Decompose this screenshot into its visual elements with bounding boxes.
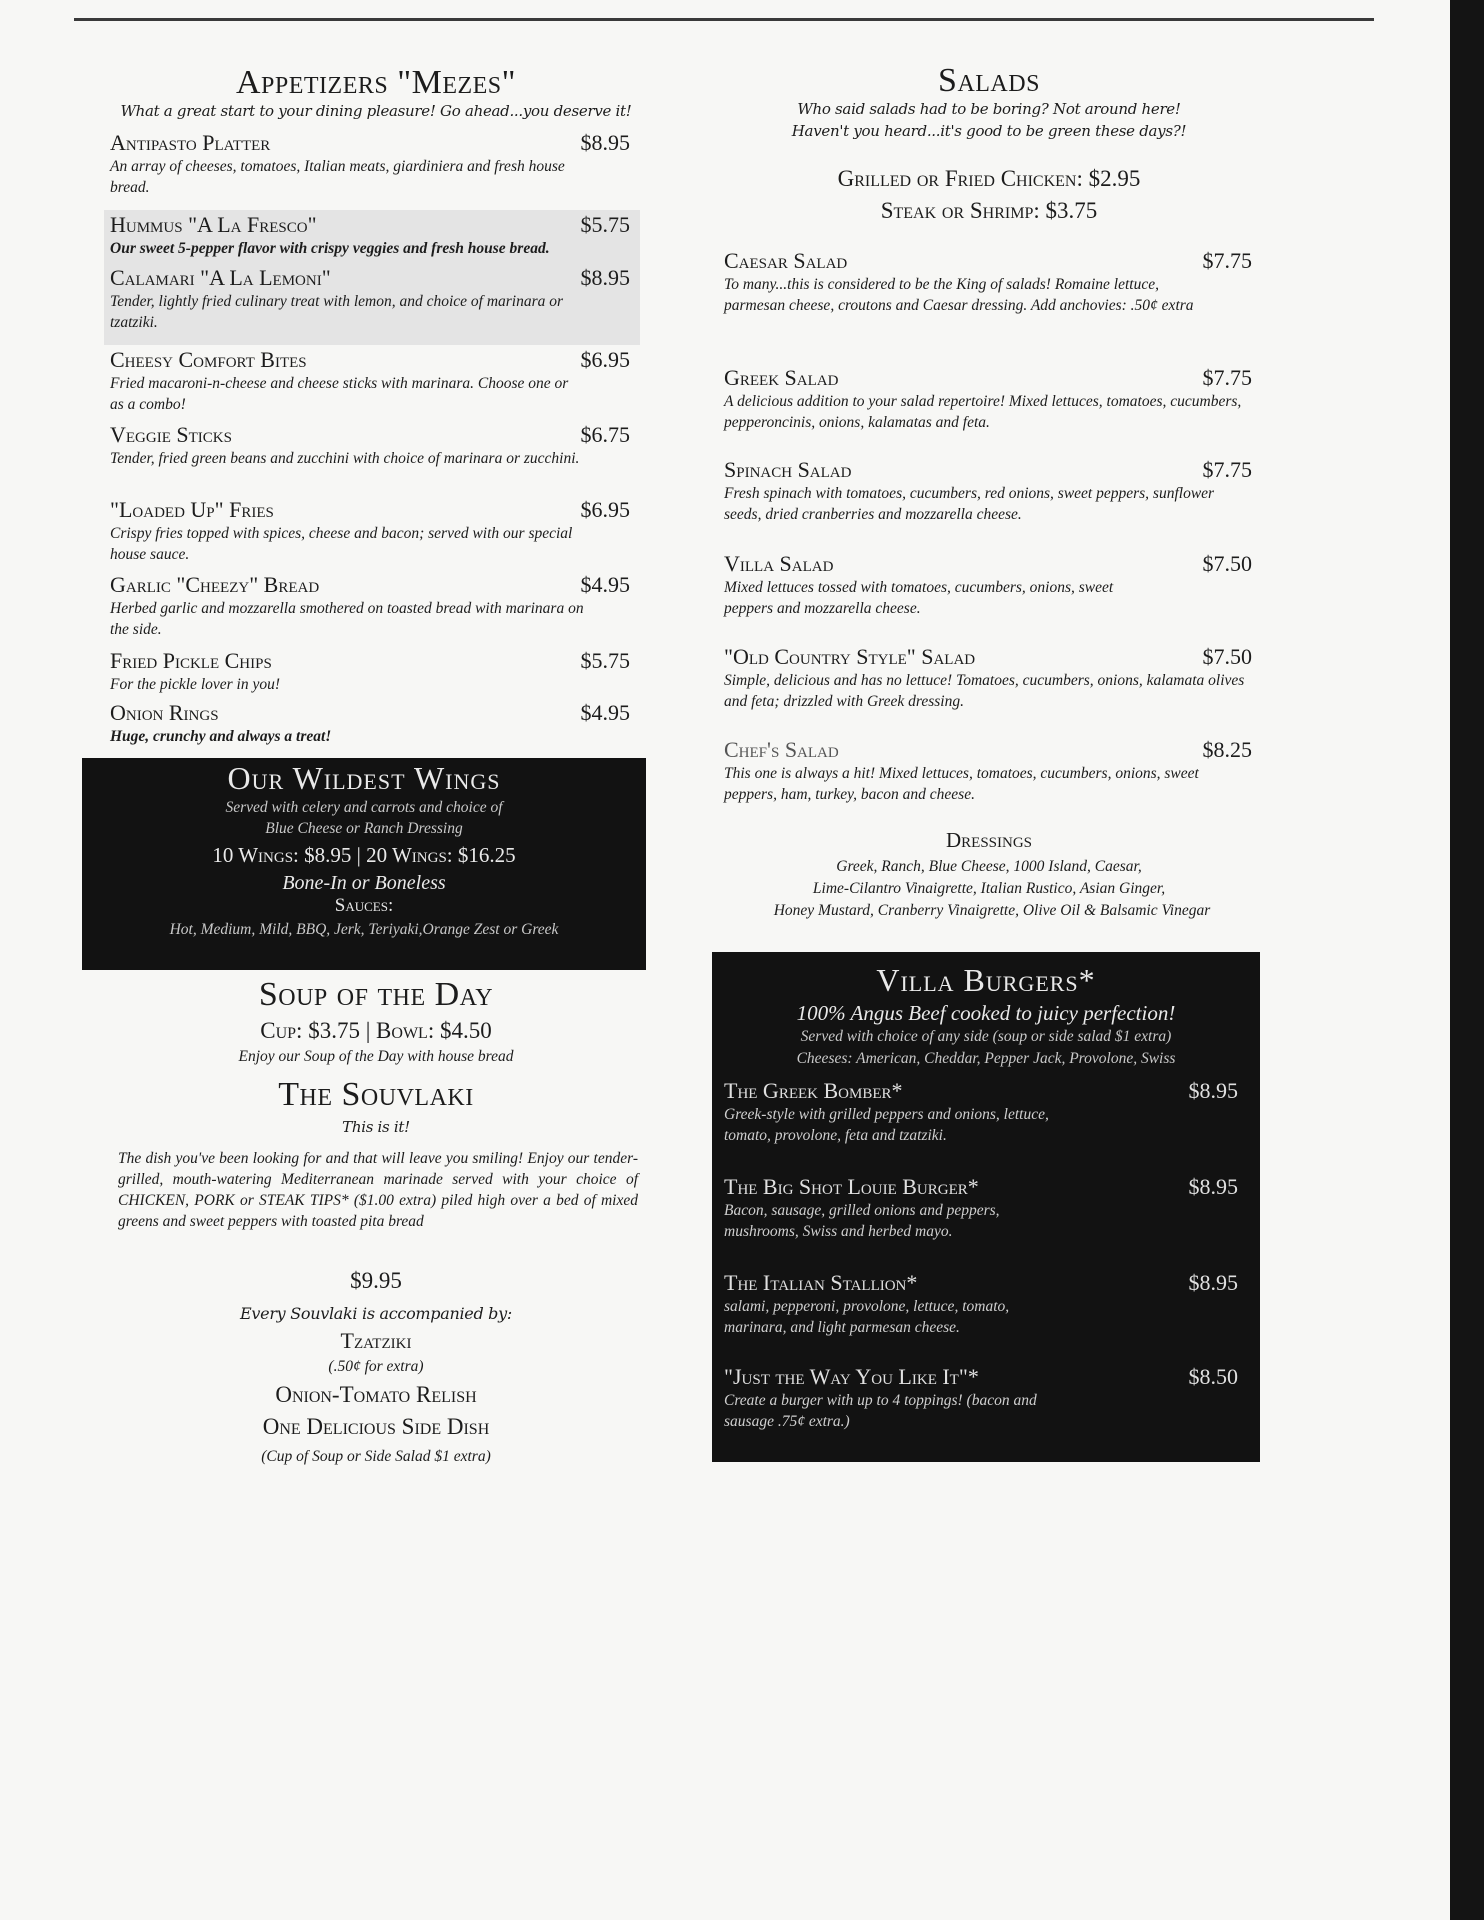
- item-name: Caesar Salad: [724, 248, 848, 273]
- top-rule: [74, 18, 1374, 21]
- item-price: $7.50: [1202, 644, 1252, 669]
- menu-item: [110, 212, 630, 259]
- menu-item: [724, 644, 1252, 712]
- souvlaki-side-2: Onion-Tomato Relish: [275, 1382, 477, 1407]
- item-price: $4.95: [580, 700, 630, 725]
- menu-item: [110, 572, 630, 640]
- appetizers-tagline: What a great start to your dining pleasure! Go ahead...you deserve it!: [120, 102, 632, 120]
- menu-item: [110, 130, 630, 198]
- souvlaki-tagline: This is it!: [342, 1118, 410, 1136]
- item-desc: For the pickle lover in you!: [110, 676, 281, 693]
- salads-tagline-1: Who said salads had to be boring? Not around here!: [797, 100, 1181, 118]
- item-price: $5.75: [580, 648, 630, 673]
- item-desc: Create a burger with up to 4 toppings! (bacon and sausage .75¢ extra.): [724, 1392, 1037, 1430]
- wings-style: Bone-In or Boneless: [282, 872, 446, 894]
- item-desc: Fried macaroni-n-cheese and cheese sticks with marinara. Choose one or as a combo!: [110, 375, 569, 413]
- item-desc: Bacon, sausage, grilled onions and peppers, mushrooms, Swiss and herbed mayo.: [724, 1202, 1000, 1240]
- burgers-served: Served with choice of any side (soup or side salad $1 extra): [800, 1028, 1172, 1045]
- menu-item: [724, 248, 1252, 316]
- wings-desc-2: Blue Cheese or Ranch Dressing: [265, 820, 463, 837]
- item-desc: Herbed garlic and mozzarella smothered on toasted bread with marinara on the side.: [110, 600, 584, 638]
- item-price: $8.95: [580, 265, 630, 290]
- menu-item: [110, 347, 630, 415]
- burgers-cheeses: Cheeses: American, Cheddar, Pepper Jack, Provolone, Swiss: [796, 1050, 1176, 1067]
- salads-addon-2: Steak or Shrimp: $3.75: [880, 198, 1098, 223]
- menu-item: [110, 422, 630, 469]
- burgers-box: [712, 952, 1260, 1462]
- item-desc: Tender, fried green beans and zucchini with choice of marinara or zucchini.: [110, 450, 580, 467]
- item-name: Hummus "A La Fresco": [110, 212, 317, 237]
- appetizers-title: Appetizers "Mezes": [235, 64, 517, 101]
- menu-item: [724, 365, 1252, 433]
- item-name: Chef's Salad: [724, 737, 839, 762]
- item-price: $7.75: [1202, 365, 1252, 390]
- item-price: $8.50: [1188, 1364, 1238, 1389]
- item-desc: Huge, crunchy and always a treat!: [110, 728, 332, 745]
- item-name: The Italian Stallion*: [724, 1270, 918, 1295]
- item-name: The Big Shot Louie Burger*: [724, 1174, 979, 1199]
- menu-item: [110, 265, 630, 333]
- item-name: Antipasto Platter: [110, 130, 271, 155]
- item-desc: A delicious addition to your salad repertoire! Mixed lettuces, tomatoes, cucumbers, pepperoncinis, onions, kalamatas and feta.: [724, 393, 1242, 431]
- burgers-title: Villa Burgers*: [876, 962, 1096, 998]
- item-name: Cheesy Comfort Bites: [110, 347, 307, 372]
- salads-tagline-2: Haven't you heard...it's good to be green these days?!: [791, 122, 1187, 140]
- menu-item: [110, 648, 630, 695]
- menu-item: [724, 1078, 1238, 1146]
- wings-box: [82, 758, 646, 970]
- item-name: Fried Pickle Chips: [110, 648, 272, 673]
- wings-sauces: Hot, Medium, Mild, BBQ, Jerk, Teriyaki,Orange Zest or Greek: [169, 921, 559, 938]
- item-desc: Greek-style with grilled peppers and onions, lettuce, tomato, provolone, feta and tzatziki.: [724, 1106, 1049, 1144]
- souvlaki-accompanied: Every Souvlaki is accompanied by:: [240, 1304, 512, 1323]
- souvlaki-side-1: Tzatziki: [340, 1328, 412, 1353]
- item-name: Garlic "Cheezy" Bread: [110, 572, 320, 597]
- wings-sauces-label: Sauces:: [334, 895, 394, 916]
- item-name: Onion Rings: [110, 700, 219, 725]
- item-price: $8.95: [1188, 1174, 1238, 1199]
- dressings-title: Dressings: [945, 828, 1033, 852]
- item-price: $8.95: [580, 130, 630, 155]
- menu-item: [724, 1174, 1238, 1242]
- item-name: Veggie Sticks: [110, 422, 232, 447]
- soup-title: Soup of the Day: [258, 976, 494, 1013]
- menu-item: [724, 457, 1252, 525]
- item-desc: Simple, delicious and has no lettuce! Tomatoes, cucumbers, onions, kalamata olives and feta; drizzled with Greek dressing.: [724, 672, 1245, 710]
- item-desc: Tender, lightly fried culinary treat with lemon, and choice of marinara or tzatziki.: [110, 293, 564, 331]
- item-price: $8.95: [1188, 1270, 1238, 1295]
- salads-addon-1: Grilled or Fried Chicken: $2.95: [837, 166, 1141, 191]
- item-price: $6.95: [580, 347, 630, 372]
- souvlaki-price: $9.95: [350, 1268, 402, 1293]
- menu-item: [724, 1364, 1238, 1432]
- soup-desc: Enjoy our Soup of the Day with house bread: [238, 1048, 514, 1065]
- item-name: The Greek Bomber*: [724, 1078, 903, 1103]
- item-desc: salami, pepperoni, provolone, lettuce, tomato, marinara, and light parmesan cheese.: [724, 1298, 1010, 1336]
- item-price: $6.75: [580, 422, 630, 447]
- item-price: $8.95: [1188, 1078, 1238, 1103]
- souvlaki-title: The Souvlaki: [278, 1076, 474, 1113]
- wings-prices: 10 Wings: $8.95 | 20 Wings: $16.25: [212, 843, 516, 867]
- souvlaki-side-3: One Delicious Side Dish: [262, 1414, 490, 1439]
- souvlaki-side-3-note: (Cup of Soup or Side Salad $1 extra): [261, 1448, 491, 1465]
- menu-item: [110, 700, 630, 747]
- item-price: $6.95: [580, 497, 630, 522]
- salads-title: Salads: [938, 62, 1040, 99]
- item-price: $8.25: [1202, 737, 1252, 762]
- item-name: "Just the Way You Like It"*: [724, 1364, 979, 1389]
- soup-prices: Cup: $3.75 | Bowl: $4.50: [260, 1018, 492, 1043]
- souvlaki-side-1-note: (.50¢ for extra): [328, 1358, 424, 1375]
- menu-item: [724, 737, 1252, 805]
- item-desc: Our sweet 5-pepper flavor with crispy veggies and fresh house bread.: [110, 240, 550, 257]
- item-price: $4.95: [580, 572, 630, 597]
- item-price: $5.75: [580, 212, 630, 237]
- dressings-line-3: Honey Mustard, Cranberry Vinaigrette, Olive Oil & Balsamic Vinegar: [773, 902, 1211, 919]
- item-price: $7.75: [1202, 248, 1252, 273]
- dressings-line-1: Greek, Ranch, Blue Cheese, 1000 Island, Caesar,: [836, 858, 1142, 875]
- wings-title: Our Wildest Wings: [227, 760, 501, 796]
- item-name: "Old Country Style" Salad: [724, 644, 976, 669]
- item-price: $7.50: [1202, 551, 1252, 576]
- item-desc: An array of cheeses, tomatoes, Italian meats, giardiniera and fresh house bread.: [110, 158, 565, 196]
- souvlaki-desc: The dish you've been looking for and that will leave you smiling! Enjoy our tender-grilled, mouth-watering Mediterranean marinade served with your choice of CHICKEN, PORK or STEAK TIPS* ($1.00 extra) piled high over a bed of mixed greens and sweet peppers with toasted pita bread: [118, 1150, 638, 1230]
- item-desc: Crispy fries topped with spices, cheese and bacon; served with our special house sauce.: [110, 525, 573, 563]
- item-desc: Fresh spinach with tomatoes, cucumbers, red onions, sweet peppers, sunflower seeds, dried cranberries and mozzarella cheese.: [724, 485, 1215, 523]
- wings-desc-1: Served with celery and carrots and choice of: [225, 799, 503, 816]
- item-name: Calamari "A La Lemoni": [110, 265, 331, 290]
- item-desc: Mixed lettuces tossed with tomatoes, cucumbers, onions, sweet peppers and mozzarella cheese.: [724, 579, 1114, 617]
- scan-edge: [1450, 0, 1484, 1920]
- item-name: Greek Salad: [724, 365, 839, 390]
- menu-item: [724, 551, 1252, 619]
- item-name: Villa Salad: [724, 551, 834, 576]
- menu-item: [724, 1270, 1238, 1338]
- burgers-tagline: 100% Angus Beef cooked to juicy perfection!: [796, 1001, 1176, 1025]
- dressings-line-2: Lime-Cilantro Vinaigrette, Italian Rustico, Asian Ginger,: [812, 880, 1166, 897]
- item-desc: This one is always a hit! Mixed lettuces, tomatoes, cucumbers, onions, sweet peppers, ham, turkey, bacon and cheese.: [724, 765, 1199, 803]
- item-name: "Loaded Up" Fries: [110, 497, 274, 522]
- item-price: $7.75: [1202, 457, 1252, 482]
- item-name: Spinach Salad: [724, 457, 852, 482]
- item-desc: To many...this is considered to be the King of salads! Romaine lettuce, parmesan cheese, croutons and Caesar dressing. Add anchovies: .50¢ extra: [724, 276, 1194, 314]
- menu-item: [110, 497, 630, 565]
